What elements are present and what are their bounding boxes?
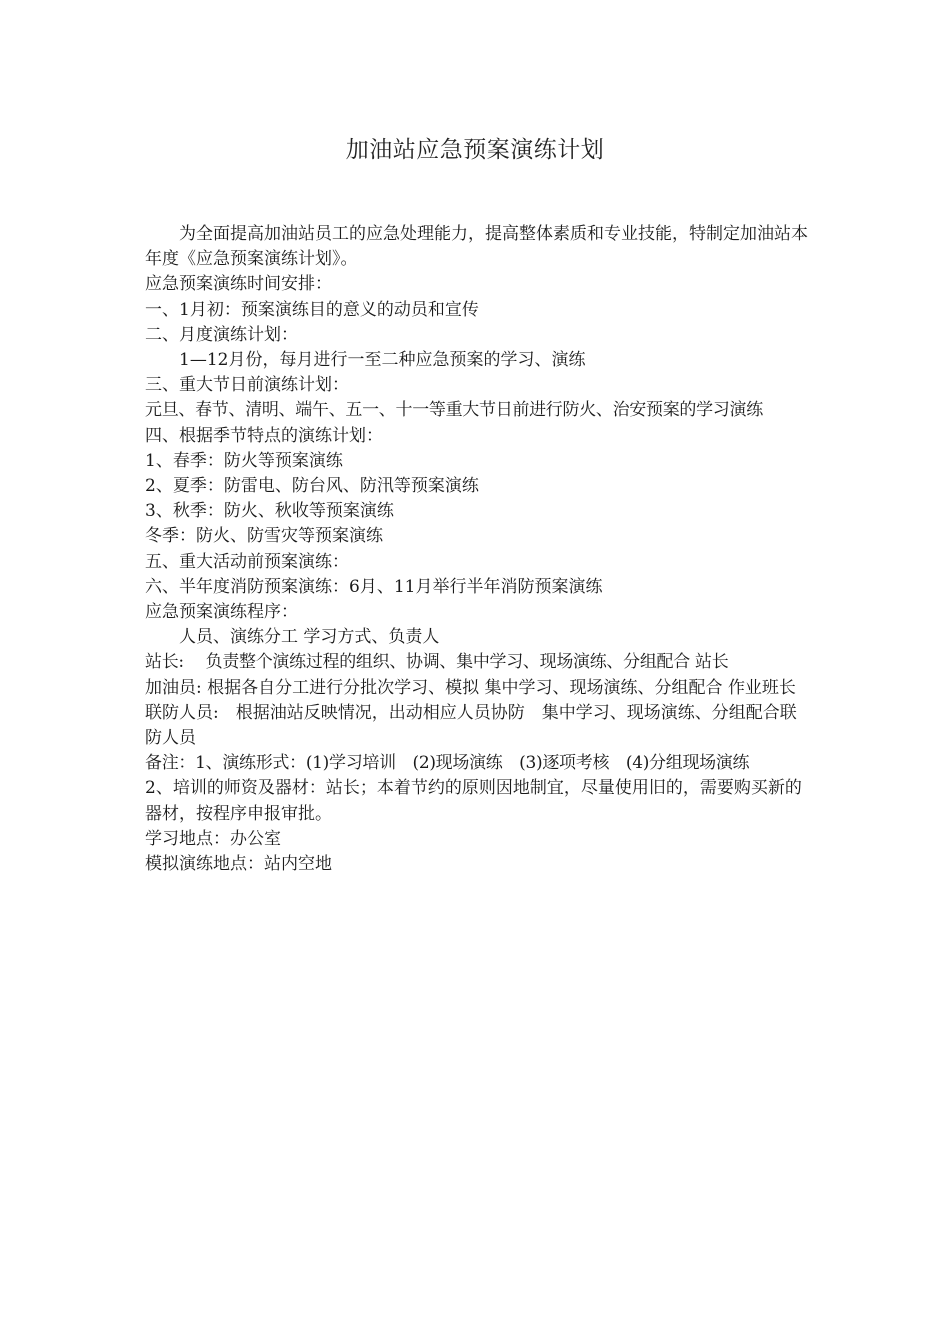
schedule-heading: 应急预案演练时间安排： <box>145 274 332 295</box>
procedure-heading: 应急预案演练程序： <box>145 602 298 623</box>
procedure-attendant: 加油员: 根据各自分工进行分批次学习、模拟 集中学习、现场演练、分组配合 作业班长 <box>145 677 796 698</box>
schedule-item-4: 四、根据季节特点的演练计划： <box>145 425 383 446</box>
document-title: 加油站应急预案演练计划 <box>345 137 605 163</box>
holiday-plan-detail: 元旦、春节、清明、端午、五一、十一等重大节日前进行防火、治安预案的学习演练 <box>145 400 763 421</box>
season-winter: 冬季：防火、防雪灾等预案演练 <box>145 526 383 547</box>
study-location: 学习地点：办公室 <box>145 828 281 849</box>
season-autumn: 3、秋季：防火、秋收等预案演练 <box>145 501 394 522</box>
season-spring: 1、春季：防火等预案演练 <box>145 450 343 471</box>
remark-trainers-equipment: 2、培训的师资及器材：站长；本着节约的原则因地制宜，尽量使用旧的，需要购买新的器材，按程序申报审批。 <box>145 778 802 824</box>
schedule-item-5: 五、重大活动前预案演练： <box>145 551 349 572</box>
intro-paragraph: 为全面提高加油站员工的应急处理能力，提高整体素质和专业技能，特制定加油站本年度《应急预案演练计划》。 <box>145 224 808 270</box>
procedure-joint-defense: 联防人员: 根据油站反映情况，出动相应人员协防 集中学习、现场演练、分组配合联防人员 <box>145 702 797 749</box>
season-summer: 2、夏季：防雷电、防台风、防汛等预案演练 <box>145 476 479 497</box>
remark-drill-forms: 备注：1、演练形式：(1)学习培训 (2)现场演练 (3)逐项考核 (4)分组现场演练 <box>145 753 750 774</box>
drill-location: 模拟演练地点：站内空地 <box>145 854 332 875</box>
monthly-plan-detail: 1—12月份，每月进行一至二种应急预案的学习、演练 <box>179 350 586 371</box>
schedule-item-6: 六、半年度消防预案演练：6月、11月举行半年消防预案演练 <box>145 576 603 597</box>
schedule-item-3: 三、重大节日前演练计划： <box>145 375 349 396</box>
document-body <box>145 222 813 877</box>
procedure-station-manager: 站长: 负责整个演练过程的组织、协调、集中学习、现场演练、分组配合 站长 <box>145 652 729 673</box>
schedule-item-2: 二、月度演练计划： <box>145 324 298 345</box>
schedule-item-1: 一、1月初：预案演练目的意义的动员和宣传 <box>145 299 479 320</box>
procedure-columns: 人员、演练分工 学习方式、负责人 <box>179 627 440 648</box>
